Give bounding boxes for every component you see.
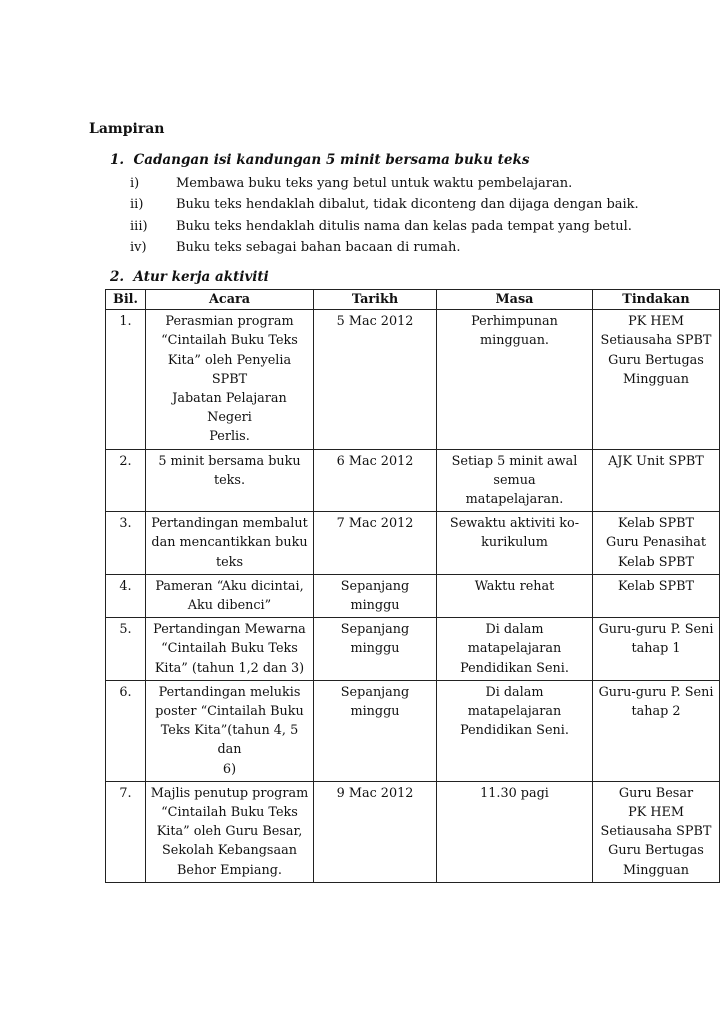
cell-tindakan: AJK Unit SPBT — [593, 449, 720, 512]
table-header-row — [106, 290, 720, 310]
cell-tarikh: 6 Mac 2012 — [314, 449, 437, 512]
column-header-tarikh: Tarikh — [314, 290, 437, 310]
cell-tindakan: PK HEM Setiausaha SPBT Guru Bertugas Mingguan — [593, 310, 720, 449]
list-item — [130, 216, 639, 237]
cell-bil: 4. — [106, 574, 146, 617]
cell-bil: 5. — [106, 618, 146, 681]
cell-tarikh: Sepanjang minggu — [314, 680, 437, 781]
table-row — [106, 449, 720, 512]
column-header-acara: Acara — [146, 290, 314, 310]
cell-tindakan: Guru-guru P. Seni tahap 2 — [593, 680, 720, 781]
cell-bil: 2. — [106, 449, 146, 512]
cell-masa: Perhimpunan mingguan. — [437, 310, 593, 449]
section-2-title-text: Atur kerja aktiviti — [133, 269, 269, 285]
cell-bil: 6. — [106, 680, 146, 781]
cell-tarikh: 9 Mac 2012 — [314, 781, 437, 882]
cell-acara: Perasmian program “Cintailah Buku Teks Kita” oleh Penyelia SPBT Jabatan Pelajaran Negeri Perlis. — [146, 310, 314, 449]
list-item-text: Buku teks hendaklah dibalut, tidak diconteng dan dijaga dengan baik. — [176, 197, 639, 213]
cell-masa: Sewaktu aktiviti ko- kurikulum — [437, 512, 593, 575]
page-heading: Lampiran — [89, 121, 165, 137]
column-header-tindakan: Tindakan — [593, 290, 720, 310]
cell-masa: Setiap 5 minit awal semua matapelajaran. — [437, 449, 593, 512]
cell-masa: Di dalam matapelajaran Pendidikan Seni. — [437, 680, 593, 781]
list-item-number: ii) — [130, 197, 144, 213]
table-row — [106, 618, 720, 681]
table-row — [106, 680, 720, 781]
cell-acara: Pertandingan membalut dan mencantikkan buku teks — [146, 512, 314, 575]
cell-tarikh: 5 Mac 2012 — [314, 310, 437, 449]
cell-masa: 11.30 pagi — [437, 781, 593, 882]
activity-schedule-table — [105, 289, 720, 883]
cell-acara: Majlis penutup program “Cintailah Buku Teks Kita” oleh Guru Besar, Sekolah Kebangsaan Behor Empiang. — [146, 781, 314, 882]
list-item-text: Buku teks hendaklah ditulis nama dan kelas pada tempat yang betul. — [176, 218, 632, 234]
list-item — [130, 173, 639, 194]
column-header-bil: Bil. — [106, 290, 146, 310]
section-1-title-text: Cadangan isi kandungan 5 minit bersama buku teks — [133, 152, 530, 168]
cell-bil: 1. — [106, 310, 146, 449]
cell-acara: Pameran “Aku dicintai, Aku dibenci” — [146, 574, 314, 617]
cell-masa: Waktu rehat — [437, 574, 593, 617]
cell-tarikh: 7 Mac 2012 — [314, 512, 437, 575]
list-item-number: iii) — [130, 218, 148, 234]
list-item — [130, 194, 639, 215]
table-row — [106, 574, 720, 617]
section-2-title — [110, 269, 269, 285]
cell-tindakan: Kelab SPBT Guru Penasihat Kelab SPBT — [593, 512, 720, 575]
table-row — [106, 310, 720, 449]
cell-bil: 7. — [106, 781, 146, 882]
cell-tarikh: Sepanjang minggu — [314, 618, 437, 681]
section-1-number: 1. — [110, 152, 125, 168]
cell-tarikh: Sepanjang minggu — [314, 574, 437, 617]
list-item — [130, 237, 639, 258]
cell-tindakan: Kelab SPBT — [593, 574, 720, 617]
column-header-masa: Masa — [437, 290, 593, 310]
table-row — [106, 512, 720, 575]
list-item-number: iv) — [130, 239, 147, 255]
list-item-text: Buku teks sebagai bahan bacaan di rumah. — [176, 239, 461, 255]
cell-bil: 3. — [106, 512, 146, 575]
list-item-text: Membawa buku teks yang betul untuk waktu pembelajaran. — [176, 176, 573, 191]
cell-acara: Pertandingan Mewarna “Cintailah Buku Teks Kita” (tahun 1,2 dan 3) — [146, 618, 314, 681]
list-item-number: i) — [130, 176, 140, 191]
cell-masa: Di dalam matapelajaran Pendidikan Seni. — [437, 618, 593, 681]
cell-acara: 5 minit bersama buku teks. — [146, 449, 314, 512]
cell-tindakan: Guru-guru P. Seni tahap 1 — [593, 618, 720, 681]
table-row — [106, 781, 720, 882]
section-2-number: 2. — [110, 269, 125, 285]
cell-acara: Pertandingan melukis poster “Cintailah Buku Teks Kita”(tahun 4, 5 dan 6) — [146, 680, 314, 781]
cell-tindakan: Guru Besar PK HEM Setiausaha SPBT Guru Bertugas Mingguan — [593, 781, 720, 882]
section-1-title — [110, 152, 529, 168]
section-1-list — [130, 173, 639, 258]
